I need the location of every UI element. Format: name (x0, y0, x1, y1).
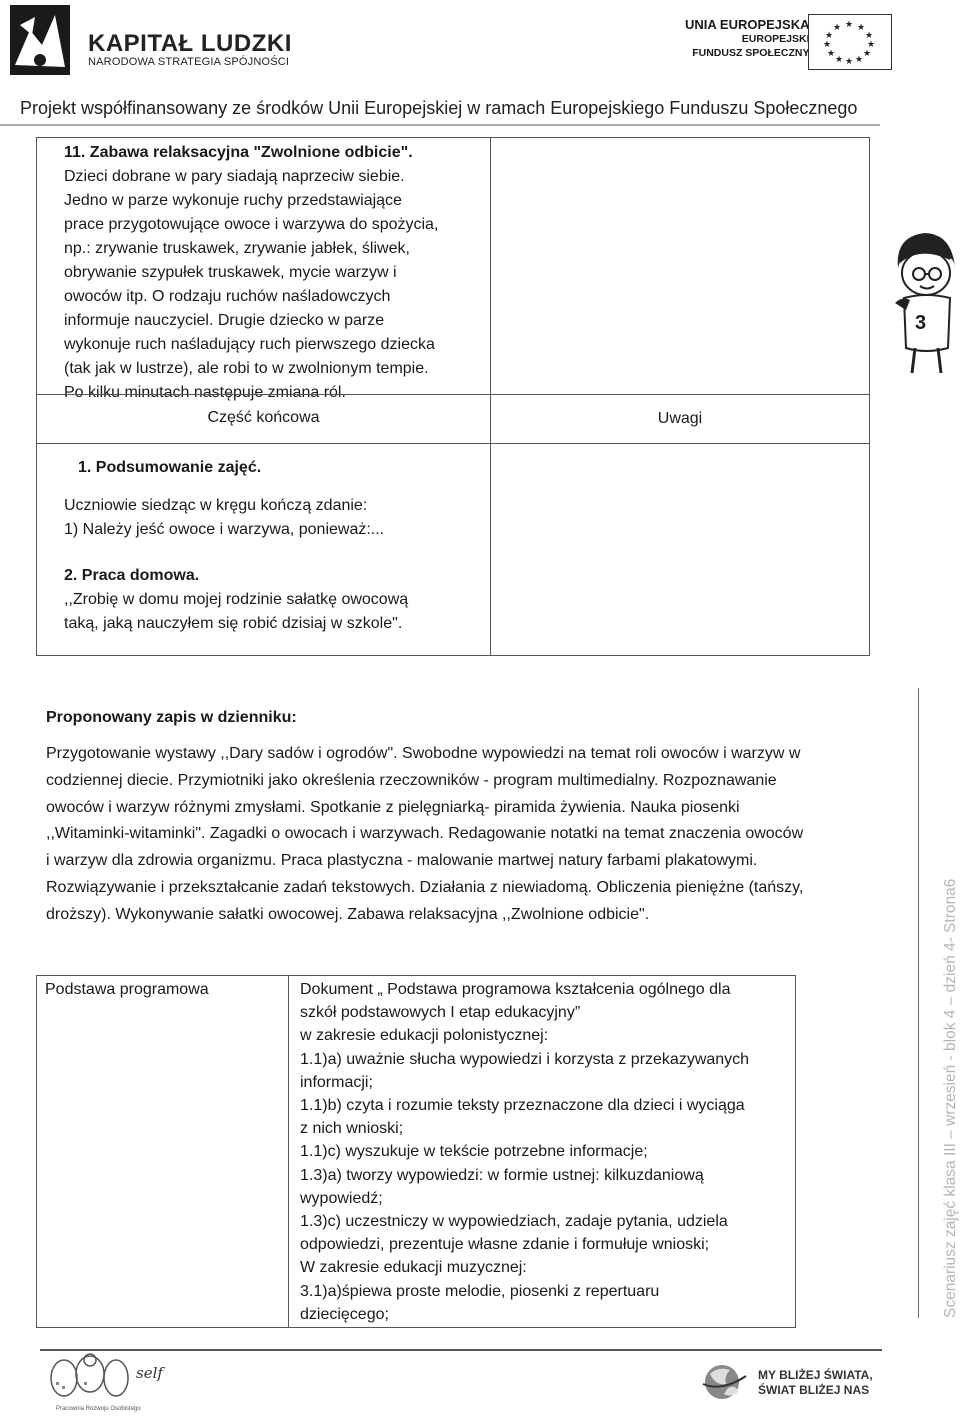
curriculum-label-cell (36, 975, 289, 1328)
curriculum-line: z nich wnioski; (300, 1120, 404, 1138)
journal-line: i warzyw dla zdrowia organizmu. Praca plastyczna - malowanie martwej natury farbami plakatowymi. (46, 852, 758, 870)
curriculum-line: 1.1)a) uważnie słucha wypowiedzi i korzysta z przekazywanych (300, 1050, 750, 1068)
side-page-label: Scenariusz zajęć klasa III – wrzesień - blok 4 – dzień 4- Strona6 (942, 878, 959, 1318)
journal-line: Przygotowanie wystawy ,,Dary sadów i ogrodów". Swobodne wypowiedzi na temat roli owoców i warzyw w (46, 745, 801, 762)
svg-text:★: ★ (826, 49, 836, 59)
svg-text:★: ★ (822, 40, 832, 50)
journal-line: ,,Witaminki-witaminki". Zagadki o owocach i warzywach. Redagowanie notatki na temat znaczenia owoców (46, 825, 804, 843)
globe-logo-icon (700, 1362, 752, 1402)
svg-text:★: ★ (856, 23, 866, 33)
activity-line: Dzieci dobrane w pary siadają naprzeciw siebie. (64, 168, 405, 185)
curriculum-line: 1.3)c) uczestniczy w wypowiedziach, zadaje pytania, udziela (300, 1213, 728, 1231)
curriculum-line: 1.3)a) tworzy wypowiedzi: w formie ustnej: kilkuzdaniową (300, 1166, 704, 1184)
activity-cell (36, 137, 491, 401)
curriculum-line: wypowiedź; (300, 1189, 383, 1207)
self-caption: Pracownia Rozwoju Osobistego (56, 1406, 141, 1412)
activity-line: obrywanie szypułek truskawek, mycie warzyw i (64, 264, 397, 281)
svg-text:★: ★ (824, 31, 834, 41)
notes-header: Uwagi (657, 410, 703, 427)
activity-notes-cell (490, 137, 870, 395)
curriculum-content-cell (288, 975, 796, 1328)
journal-line: Rozwiązywanie i przekształcanie zadań tekstowych. Działania z niewiadomą. Obliczenia pieniężne (tańszy, (46, 878, 804, 896)
curriculum-label: Podstawa programowa (45, 981, 209, 998)
curriculum-line: 1.1)c) wyszukuje w tekście potrzebne informacje; (300, 1143, 648, 1161)
journal-line: droższy). Wykonywanie sałatki owocowej. Zabawa relaksacyjna ,,Zwolnione odbicie". (46, 905, 650, 923)
curriculum-line: informacji; (300, 1073, 373, 1091)
activity-title: 11. Zabawa relaksacyjna "Zwolnione odbicie". (64, 144, 413, 161)
activity-line: wykonuje ruch naśladujący ruch pierwszego dziecka (64, 336, 435, 353)
svg-text:★: ★ (832, 23, 842, 33)
mascot-girl-icon (890, 228, 960, 378)
svg-text:★: ★ (844, 57, 854, 67)
ue-line2: EUROPEJSKI (741, 33, 810, 45)
journal-line: owoców i warzyw różnymi zmysłami. Spotkanie z pielęgniarką- piramida żywienia. Nauka piosenki (46, 798, 740, 816)
curriculum-line: 3.1)a)śpiewa proste melodie, piosenki z repertuaru (300, 1282, 660, 1300)
ue-line1: UNIA EUROPEJSKA (685, 17, 810, 32)
eu-flag-icon (808, 14, 892, 70)
footer-slogan (758, 1368, 873, 1398)
final-part-header-cell (36, 394, 491, 444)
activity-line: np.: zrywanie truskawek, zrywanie jabłek, śliwek, (64, 240, 410, 257)
final-notes-cell (490, 443, 870, 656)
svg-text:★: ★ (844, 20, 854, 30)
svg-text:★: ★ (834, 55, 844, 65)
notes-header-cell (490, 394, 870, 444)
badge-number: 3 (915, 312, 927, 334)
self-logo-text: self (136, 1364, 163, 1382)
footer-slogan-line2: ŚWIAT BLIŻEJ NAS (758, 1383, 870, 1397)
activity-line: owoców itp. O rodzaju ruchów naśladowczych (64, 288, 391, 305)
logo-title: KAPITAŁ LUDZKI (88, 30, 292, 57)
svg-text:★: ★ (864, 31, 874, 41)
activity-line: (tak jak w lustrze), ale robi to w zwolnionym tempie. (64, 360, 429, 377)
self-logo-icon (48, 1352, 168, 1418)
svg-text:★: ★ (854, 55, 864, 65)
curriculum-line: odpowiedzi, prezentuje własne zdanie i formułuje wnioski; (300, 1236, 710, 1254)
curriculum-line: Dokument „ Podstawa programowa kształcenia ogólnego dla (300, 981, 731, 998)
svg-text:★: ★ (866, 40, 876, 50)
summary-title: 1. Podsumowanie zajęć. (78, 459, 262, 476)
ue-line3: FUNDUSZ SPOŁECZNY (692, 47, 810, 59)
footer-divider (40, 1349, 882, 1351)
activity-line: Jedno w parze wykonuje ruchy przedstawiające (64, 192, 402, 209)
curriculum-line: szkół podstawowych I etap edukacyjny” (300, 1004, 581, 1022)
homework-title: 2. Praca domowa. (64, 567, 200, 584)
homework-line: taką, jaką nauczyłem się robić dzisiaj w szkole". (64, 615, 403, 632)
curriculum-line: W zakresie edukacji muzycznej: (300, 1259, 527, 1277)
logo-subtitle: NARODOWA STRATEGIA SPÓJNOŚCI (88, 56, 290, 68)
footer-slogan-line1: MY BLIŻEJ ŚWIATA, (758, 1368, 873, 1382)
svg-text:★: ★ (862, 49, 872, 59)
summary-line: 1) Należy jeść owoce i warzywa, ponieważ:... (64, 521, 385, 538)
kapital-ludzki-logo-icon (10, 5, 70, 75)
ue-text-block (685, 18, 809, 60)
curriculum-line: dziecięcego; (300, 1305, 389, 1323)
journal-title: Proponowany zapis w dzienniku: (46, 709, 297, 726)
curriculum-line: 1.1)b) czyta i rozumie teksty przeznaczone dla dzieci i wyciąga (300, 1097, 745, 1115)
project-funding-line: Projekt współfinansowany ze środków Unii Europejskiej w ramach Europejskiego Funduszu Społecznego (20, 98, 858, 118)
activity-line: Po kilku minutach następuje zmiana ról. (64, 384, 346, 401)
homework-line: ,,Zrobię w domu mojej rodzinie sałatkę owocową (64, 591, 409, 608)
header-divider (0, 124, 880, 126)
journal-line: codziennej diecie. Przymiotniki jako określenia rzeczowników - program multimedialny. Rozpoznawanie (46, 771, 777, 789)
journal-body (46, 741, 906, 929)
activity-line: informuje nauczyciel. Drugie dziecko w parze (64, 312, 385, 329)
curriculum-line: w zakresie edukacji polonistycznej: (300, 1027, 549, 1045)
final-part-cell (36, 443, 491, 656)
side-divider (918, 688, 919, 1318)
summary-line: Uczniowie siedząc w kręgu kończą zdanie: (64, 497, 368, 514)
final-part-header: Część końcowa (207, 409, 320, 426)
activity-line: prace przygotowujące owoce i warzywa do spożycia, (64, 216, 439, 233)
